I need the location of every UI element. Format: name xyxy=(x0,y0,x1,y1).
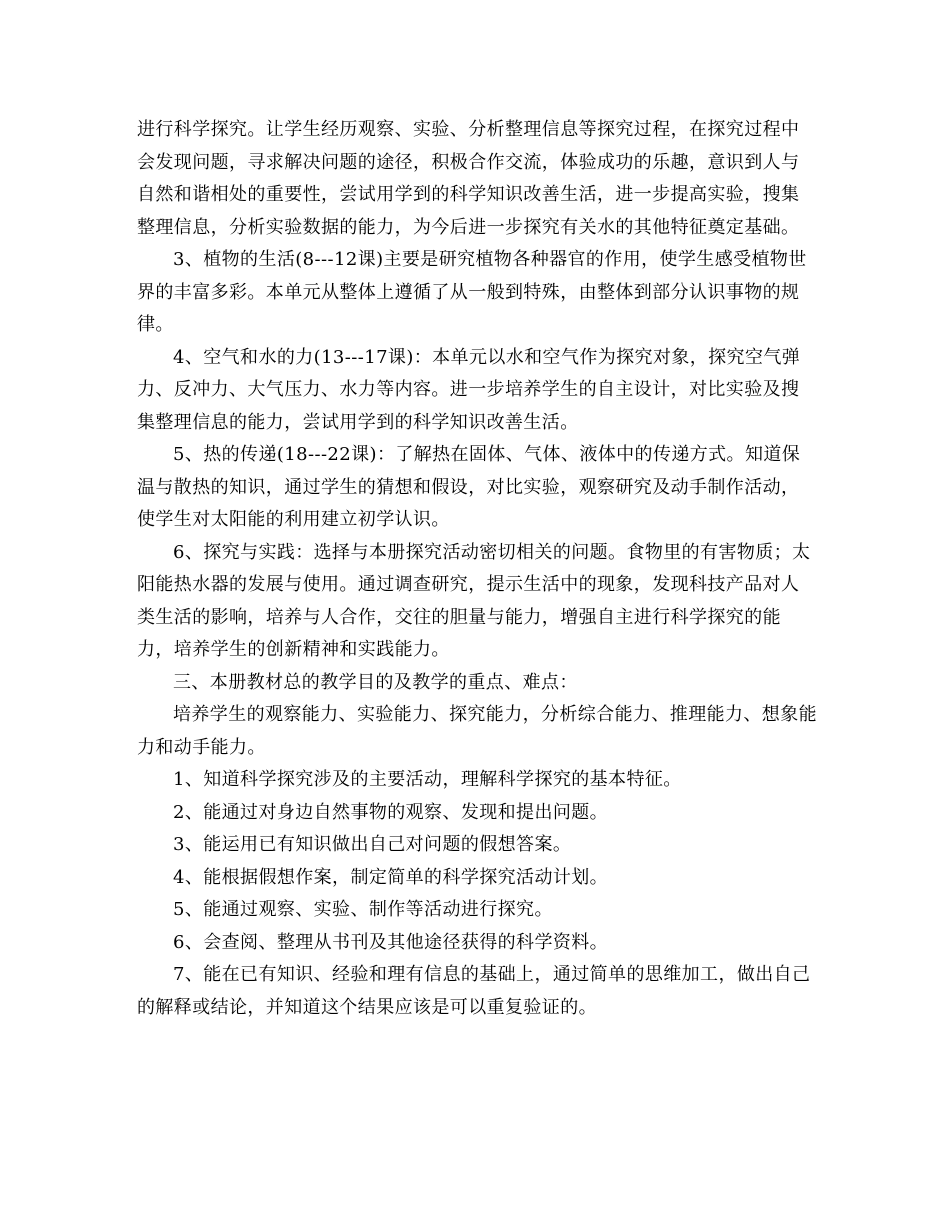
paragraph-unit-5-heat-transfer: 5、热的传递(18---22课)：了解热在固体、气体、液体中的传递方式。知道保温与散热的知识，通过学生的猜想和假设，对比实验，观察研究及动手制作活动，使学生对太阳能的利用建立初学认识。 xyxy=(137,444,801,530)
goal-item-4: 4、能根据假想作案，制定简单的科学探究活动计划。 xyxy=(173,866,609,888)
goal-item-6: 6、会查阅、整理从书刊及其他途径获得的科学资料。 xyxy=(173,931,609,953)
goal-item-3: 3、能运用已有知识做出自己对问题的假想答案。 xyxy=(173,834,572,855)
goal-item-2: 2、能通过对身边自然事物的观察、发现和提出问题。 xyxy=(173,801,609,823)
paragraph-continued-intro: 进行科学探究。让学生经历观察、实验、分析整理信息等探究过程，在探究过程中会发现问题，寻求解决问题的途径，积极合作交流，体验成功的乐趣，意识到人与自然和谐相处的重要性，尝试用学到的科学知识改善生活，进一步提高实验，搜集整理信息，分析实验数据的能力，为今后进一步探究有关水的其他特征奠定基础。 xyxy=(137,119,800,238)
document-body xyxy=(137,114,817,1024)
section-heading-teaching-goals: 三、本册教材总的教学目的及教学的重点、难点： xyxy=(173,671,578,693)
goal-item-1: 1、知道科学探究涉及的主要活动，理解科学探究的基本特征。 xyxy=(173,769,682,790)
paragraph-unit-6-inquiry-practice: 6、探究与实践：选择与本册探究活动密切相关的问题。食物里的有害物质；太阳能热水器的发展与使用。通过调查研究，提示生活中的现象，发现科技产品对人类生活的影响，培养与人合作，交往的胆量与能力，增强自主进行科学探究的能力，培养学生的创新精神和实践能力。 xyxy=(137,541,811,660)
paragraph-unit-4-air-water-force: 4、空气和水的力(13---17课)：本单元以水和空气作为探究对象，探究空气弹力、反冲力、大气压力、水力等内容。进一步培养学生的自主设计，对比实验及搜集整理信息的能力，尝试用学到的科学知识改善生活。 xyxy=(137,346,801,433)
goal-item-5: 5、能通过观察、实验、制作等活动进行探究。 xyxy=(173,899,553,920)
paragraph-unit-3-plant-life: 3、植物的生活(8---12课)主要是研究植物各种器官的作用，使学生感受植物世界的丰富多彩。本单元从整体上遵循了从一般到特殊，由整体到部分认识事物的规律。 xyxy=(137,249,807,335)
goal-item-7: 7、能在已有知识、经验和理有信息的基础上，通过简单的思维加工，做出自己的解释或结论，并知道这个结果应该是可以重复验证的。 xyxy=(137,964,811,1018)
paragraph-ability-goals: 培养学生的观察能力、实验能力、探究能力，分析综合能力、推理能力、想象能力和动手能力。 xyxy=(137,704,817,758)
